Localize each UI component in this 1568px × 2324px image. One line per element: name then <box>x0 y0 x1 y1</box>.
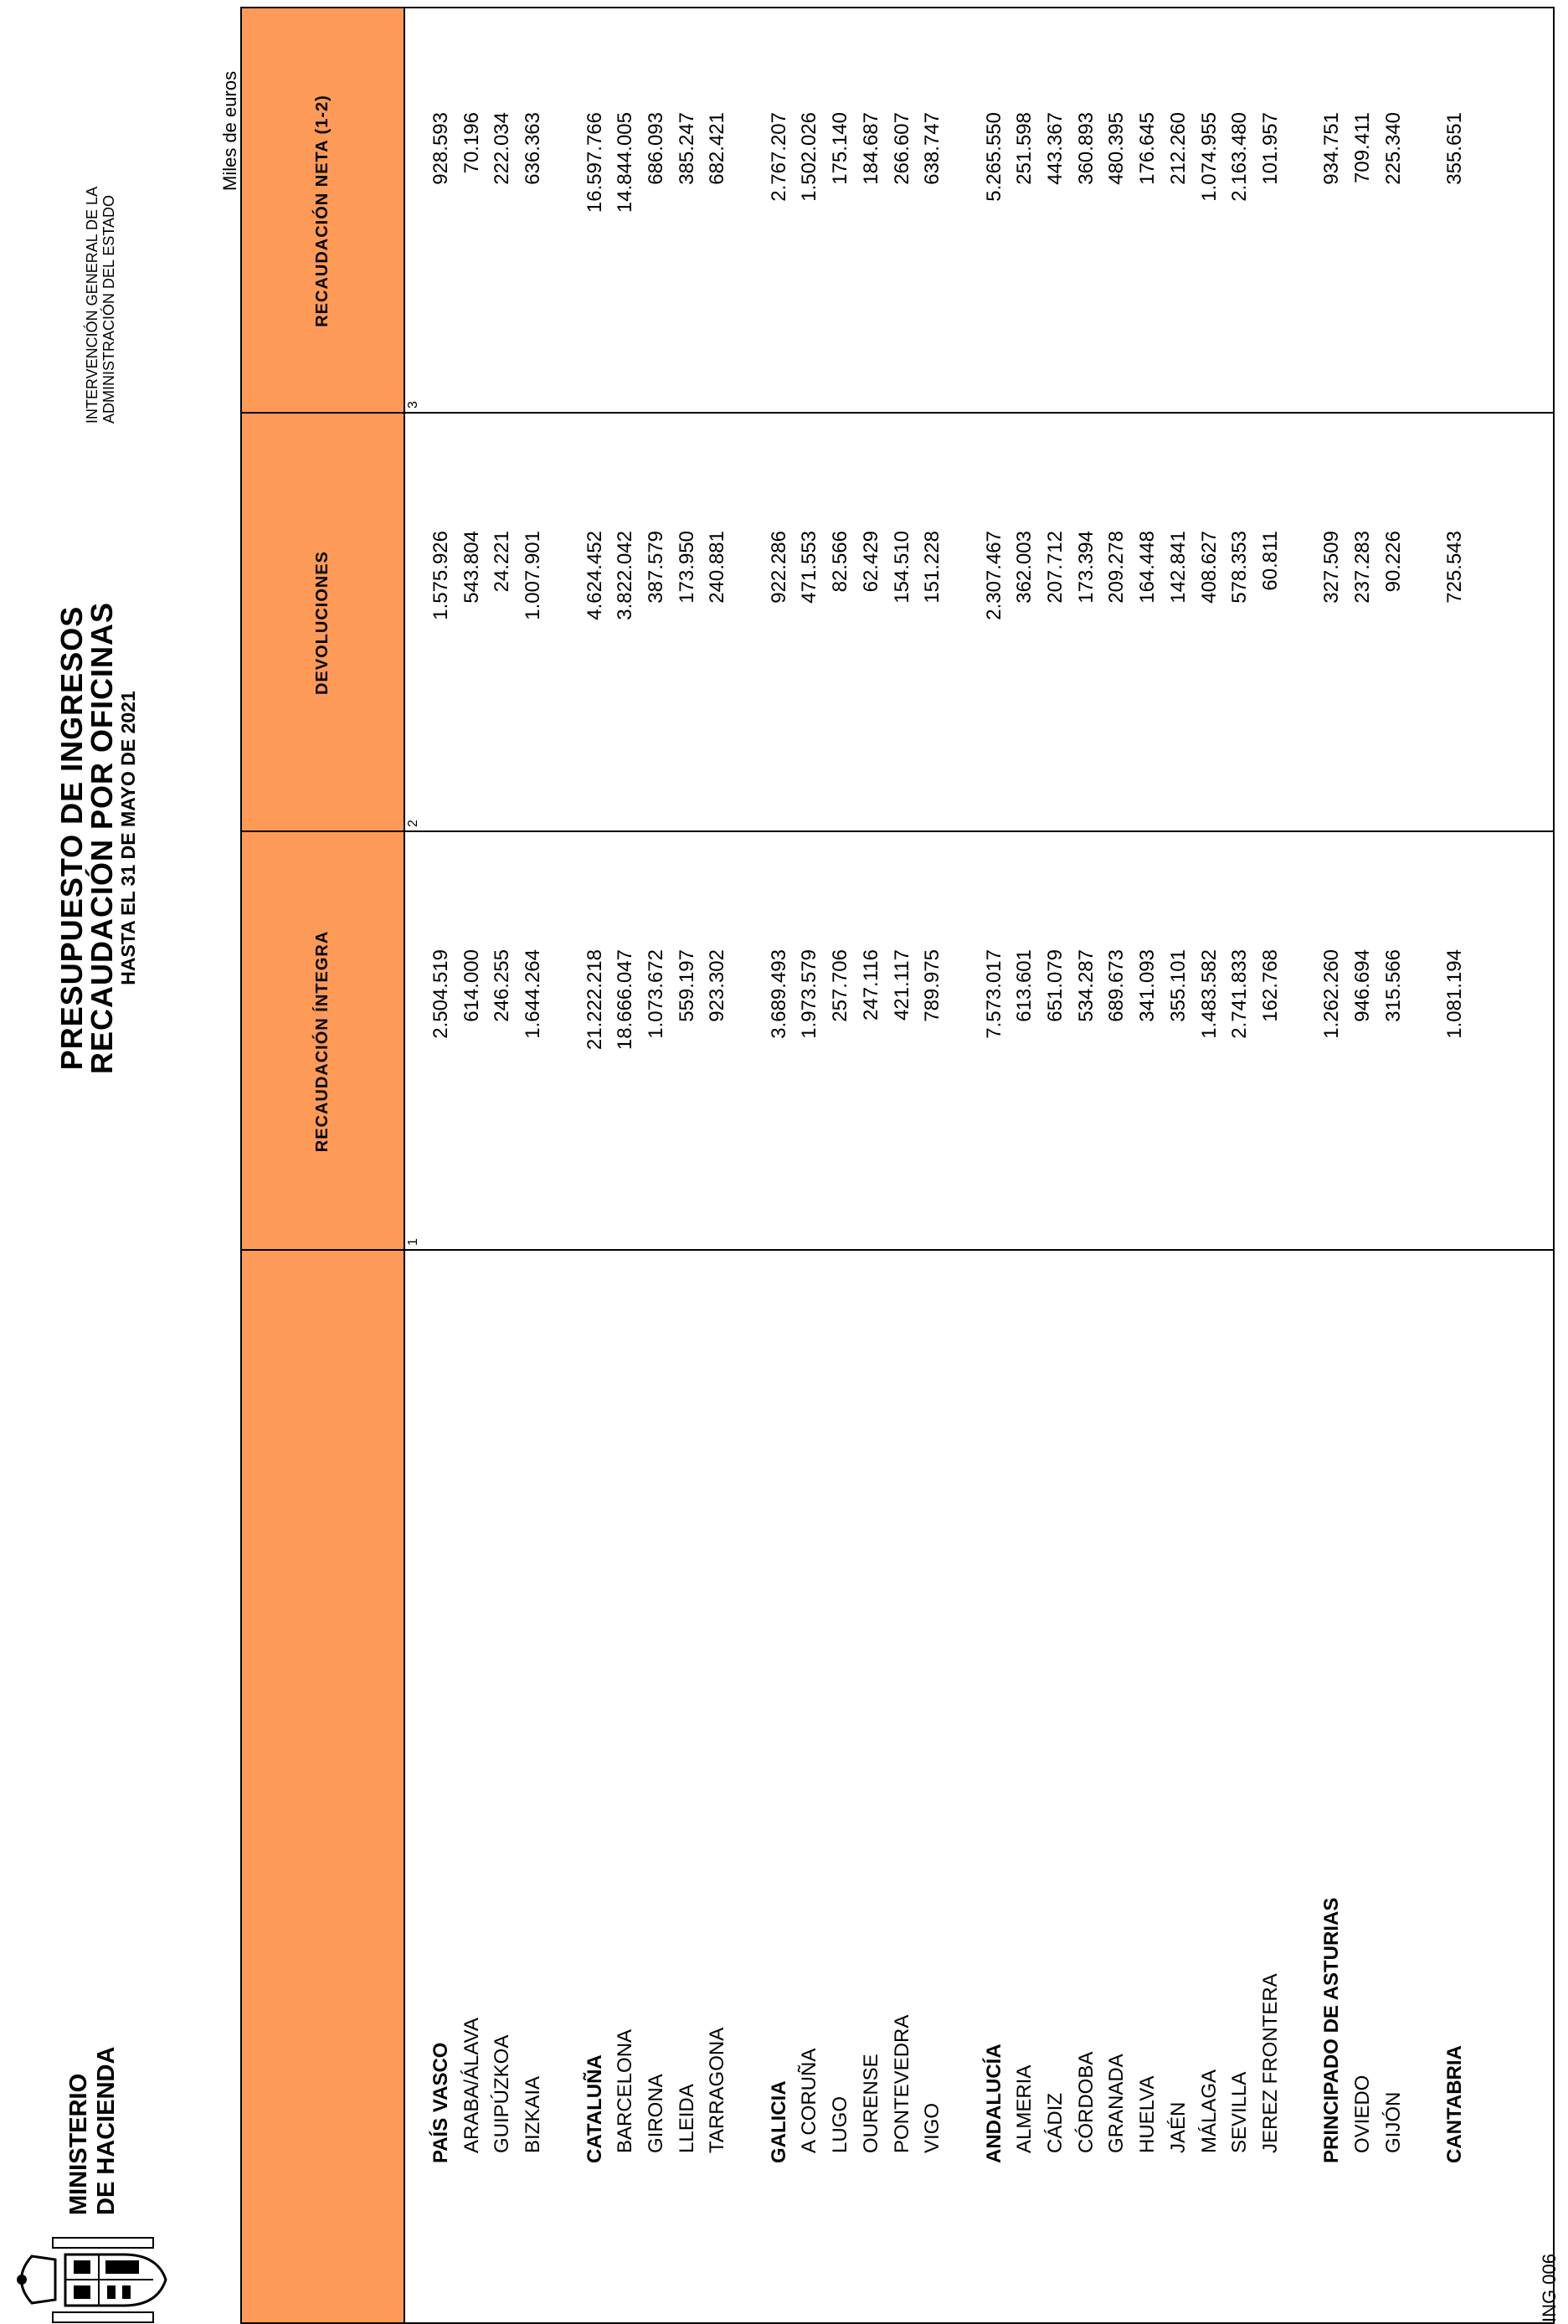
office-label: GIJÓN <box>1381 2091 1405 2153</box>
cell-integra: 3.689.493 <box>767 949 790 1039</box>
office-label: BIZKAIA <box>522 2075 545 2153</box>
igae-line-2: ADMINISTRACIÓN DEL ESTADO <box>100 194 117 424</box>
cell-devol: 1.007.901 <box>522 531 545 620</box>
region-label: ANDALUCÍA <box>982 2044 1005 2163</box>
table-row <box>889 20 916 2163</box>
cell-neta: 934.751 <box>1320 112 1344 185</box>
cell-neta: 5.265.550 <box>982 112 1005 202</box>
cell-neta: 360.893 <box>1074 112 1098 185</box>
cell-devol: 90.226 <box>1381 531 1405 593</box>
table-row <box>796 20 823 2163</box>
office-label: GIRONA <box>644 2074 667 2153</box>
cell-neta: 1.074.955 <box>1197 112 1221 202</box>
office-label: ALMERIA <box>1013 2064 1036 2153</box>
cell-devol: 209.278 <box>1105 531 1128 604</box>
cell-devol: 362.003 <box>1013 531 1036 604</box>
label-column-header <box>242 1251 404 2322</box>
cell-neta: 928.593 <box>429 112 452 185</box>
table-row <box>1134 20 1161 2163</box>
office-label: VIGO <box>921 2102 944 2153</box>
table-row <box>582 20 609 2163</box>
data-table <box>240 7 1555 2324</box>
office-label: CÁDIZ <box>1044 2093 1067 2153</box>
cell-neta: 70.196 <box>460 112 483 174</box>
table-row <box>674 20 701 2163</box>
cell-devol: 725.543 <box>1443 531 1467 604</box>
region-label: PRINCIPADO DE ASTURIAS <box>1320 1897 1344 2163</box>
cell-neta: 1.502.026 <box>798 112 821 202</box>
cell-neta: 686.093 <box>644 112 667 185</box>
cell-neta: 709.411 <box>1351 112 1374 183</box>
table-row <box>1073 20 1100 2163</box>
cell-integra: 421.117 <box>890 949 913 1021</box>
cell-neta: 222.034 <box>491 112 514 185</box>
cell-neta: 176.645 <box>1136 112 1159 185</box>
cell-integra: 162.768 <box>1258 949 1282 1022</box>
table-row <box>643 20 670 2163</box>
title-line-1: PRESUPUESTO DE INGRESOS <box>54 605 89 1071</box>
table-row <box>520 20 547 2163</box>
cell-neta: 266.607 <box>890 112 913 185</box>
cell-neta: 2.767.207 <box>767 112 790 202</box>
cell-integra: 355.101 <box>1166 949 1190 1022</box>
table-row <box>981 20 1008 2163</box>
cell-integra: 1.081.194 <box>1443 949 1467 1039</box>
column-header-integra <box>242 832 404 1251</box>
igae-line-1: INTERVENCIÓN GENERAL DE LA <box>84 186 100 424</box>
region-label: CATALUÑA <box>583 2054 606 2163</box>
cell-integra: 7.573.017 <box>982 949 1005 1039</box>
office-label: LUGO <box>829 2095 852 2153</box>
cell-integra: 1.483.582 <box>1197 949 1221 1039</box>
cell-integra: 651.079 <box>1044 949 1067 1022</box>
igae-name <box>84 187 117 424</box>
office-label: GUIPÚZKOA <box>491 2034 514 2153</box>
cell-integra: 1.644.264 <box>522 949 545 1039</box>
cell-devol: 387.579 <box>644 531 667 604</box>
column-number-3: 3 <box>406 401 420 409</box>
cell-integra: 923.302 <box>706 949 729 1022</box>
table-row <box>612 20 639 2163</box>
region-label: CANTABRIA <box>1443 2045 1467 2163</box>
cell-devol: 82.566 <box>829 531 852 593</box>
cell-devol: 4.624.452 <box>583 531 606 620</box>
cell-integra: 21.222.218 <box>583 949 606 1051</box>
cell-devol: 578.353 <box>1228 531 1252 604</box>
cell-neta: 184.687 <box>859 112 882 185</box>
cell-neta: 443.367 <box>1044 112 1067 185</box>
office-label: TARRAGONA <box>706 2027 729 2153</box>
ministry-line-2: DE HACIENDA <box>93 2046 120 2215</box>
column-number-1: 1 <box>406 1238 420 1246</box>
column-header-devoluciones <box>242 414 404 832</box>
table-row <box>1226 20 1253 2163</box>
cell-integra: 246.255 <box>491 949 514 1022</box>
cell-neta: 16.597.766 <box>583 112 606 213</box>
cell-neta: 385.247 <box>675 112 698 185</box>
table-row <box>1165 20 1192 2163</box>
cell-integra: 341.093 <box>1136 949 1159 1022</box>
cell-integra: 614.000 <box>460 949 483 1022</box>
office-label: JEREZ FRONTERA <box>1258 1973 1282 2153</box>
table-row <box>1011 20 1038 2163</box>
table-row <box>1103 20 1130 2163</box>
table-row <box>1442 20 1468 2163</box>
office-label: BARCELONA <box>614 2028 637 2153</box>
table-row <box>428 20 455 2163</box>
cell-devol: 543.804 <box>460 531 483 604</box>
cell-neta: 251.598 <box>1013 112 1036 185</box>
table-row <box>1042 20 1069 2163</box>
office-label: GRANADA <box>1105 2054 1128 2153</box>
cell-integra: 2.741.833 <box>1228 949 1252 1039</box>
office-label: CÓRDOBA <box>1074 2051 1098 2153</box>
cell-integra: 257.706 <box>829 949 852 1022</box>
cell-devol: 471.553 <box>798 531 821 604</box>
cell-integra: 18.666.047 <box>614 949 637 1051</box>
office-label: MÁLAGA <box>1197 2069 1221 2153</box>
cell-integra: 1.073.672 <box>644 949 667 1039</box>
cell-devol: 60.811 <box>1258 531 1282 591</box>
cell-integra: 1.973.579 <box>798 949 821 1039</box>
office-label: SEVILLA <box>1228 2071 1252 2153</box>
table-row <box>1196 20 1223 2163</box>
cell-integra: 315.566 <box>1381 949 1405 1022</box>
cell-neta: 636.363 <box>522 112 545 185</box>
office-label: JAÉN <box>1166 2101 1190 2153</box>
cell-integra: 613.601 <box>1013 949 1036 1022</box>
cell-integra: 2.504.519 <box>429 949 452 1039</box>
region-label: GALICIA <box>767 2080 790 2163</box>
cell-neta: 355.651 <box>1443 112 1467 185</box>
cell-devol: 142.841 <box>1166 531 1190 604</box>
cell-neta: 14.844.005 <box>614 112 637 213</box>
office-label: LLEIDA <box>675 2084 698 2153</box>
cell-devol: 164.448 <box>1136 531 1159 604</box>
office-label: A CORUÑA <box>798 2048 821 2153</box>
title-line-3: HASTA EL 31 DE MAYO DE 2021 <box>117 691 139 985</box>
cell-devol: 237.283 <box>1351 531 1374 604</box>
header-divider <box>404 8 405 2322</box>
cell-integra: 789.975 <box>921 949 944 1022</box>
cell-integra: 689.673 <box>1105 949 1128 1022</box>
cell-integra: 247.116 <box>859 949 882 1021</box>
office-label: OVIEDO <box>1351 2075 1374 2153</box>
report-title <box>54 252 139 1424</box>
cell-integra: 534.287 <box>1074 949 1098 1022</box>
table-row <box>489 20 516 2163</box>
cell-neta: 225.340 <box>1381 112 1405 185</box>
cell-devol: 151.228 <box>921 531 944 604</box>
cell-neta: 101.957 <box>1258 112 1282 185</box>
cell-devol: 922.286 <box>767 531 790 604</box>
cell-neta: 212.260 <box>1166 112 1190 185</box>
cell-neta: 682.421 <box>706 112 729 185</box>
cell-devol: 173.950 <box>675 531 698 604</box>
table-row <box>919 20 946 2163</box>
column-header-neta <box>242 8 404 414</box>
table-row <box>827 20 854 2163</box>
cell-devol: 408.627 <box>1197 531 1221 604</box>
column-number-2: 2 <box>406 820 420 827</box>
column-header-integra-label: RECAUDACIÓN ÍNTEGRA <box>313 930 332 1153</box>
cell-neta: 175.140 <box>829 112 852 185</box>
cell-integra: 1.262.260 <box>1320 949 1344 1039</box>
table-row <box>459 20 486 2163</box>
table-row <box>766 20 793 2163</box>
cell-integra: 946.694 <box>1351 949 1374 1022</box>
ministry-line-1: MINISTERIO <box>65 2073 92 2215</box>
office-label: PONTEVEDRA <box>890 2014 913 2153</box>
office-label: ARABA/ÁLAVA <box>460 2018 483 2153</box>
cell-devol: 1.575.926 <box>429 531 452 620</box>
column-header-devoluciones-label: DEVOLUCIONES <box>313 550 332 696</box>
document-code: ING 006 <box>1539 2254 1560 2322</box>
table-row <box>1257 20 1284 2163</box>
table-row <box>1350 20 1376 2163</box>
cell-devol: 62.429 <box>859 531 882 593</box>
table-row <box>1380 20 1407 2163</box>
cell-devol: 24.221 <box>491 531 514 593</box>
office-label: HUELVA <box>1136 2075 1159 2153</box>
units-label: Miles de euros <box>219 70 240 191</box>
column-header-neta-label: RECAUDACIÓN NETA (1-2) <box>313 95 332 327</box>
cell-integra: 559.197 <box>675 949 698 1022</box>
table-row <box>1319 20 1345 2163</box>
ministry-name <box>65 2047 121 2215</box>
region-label: PAÍS VASCO <box>429 2042 452 2163</box>
cell-devol: 240.881 <box>706 531 729 604</box>
table-row <box>704 20 731 2163</box>
cell-neta: 480.395 <box>1105 112 1128 185</box>
coat-of-arms-icon <box>7 2236 191 2324</box>
table-row <box>858 20 885 2163</box>
cell-devol: 327.509 <box>1320 531 1344 604</box>
cell-devol: 173.394 <box>1074 531 1098 604</box>
title-line-2: RECAUDACIÓN POR OFICINAS <box>85 601 119 1075</box>
cell-neta: 2.163.480 <box>1228 112 1252 202</box>
cell-devol: 3.822.042 <box>614 531 637 620</box>
cell-devol: 154.510 <box>890 531 913 604</box>
cell-devol: 2.307.467 <box>982 531 1005 620</box>
cell-neta: 638.747 <box>921 112 944 185</box>
office-label: OURENSE <box>859 2054 882 2153</box>
cell-devol: 207.712 <box>1044 531 1067 604</box>
